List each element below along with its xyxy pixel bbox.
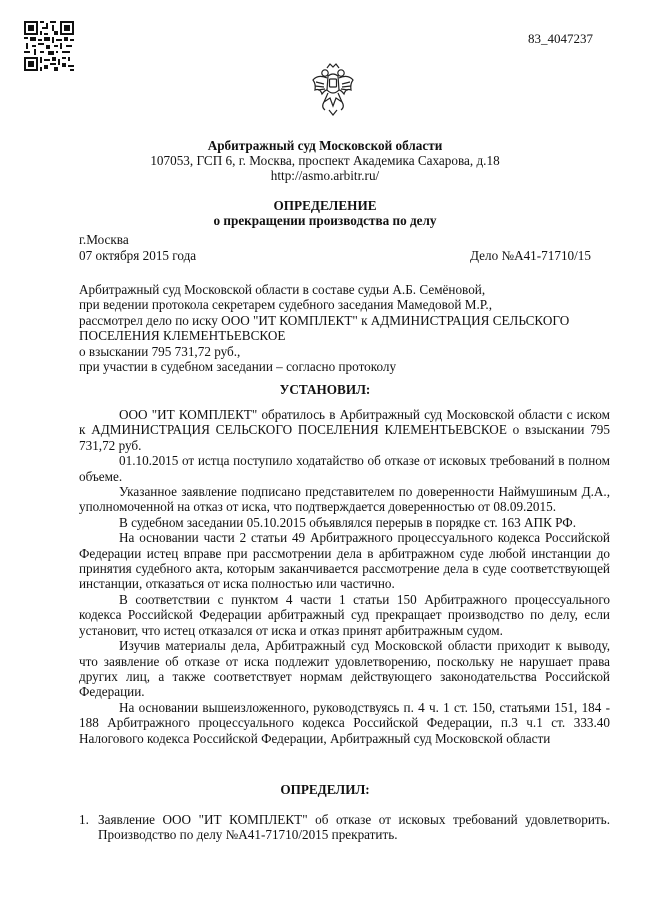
paragraph: Указанное заявление подписано представителем по доверенности Наймушиным Д.А., уполномоченной на отказ от иска, что подтверждается доверенностью от 08.09.2015. [79,484,610,515]
document-subtitle: о прекращении производства по делу [213,213,437,228]
intro-line: Арбитражный суд Московской области в составе судьи А.Б. Семёновой, [79,282,486,297]
intro-line: рассмотрел дело по иску ООО "ИТ КОМПЛЕКТ" к АДМИНИСТРАЦИЯ СЕЛЬСКОГО [79,312,570,328]
intro-line: о взыскании 795 731,72 руб., [79,343,241,359]
paragraph: На основании части 2 статьи 49 Арбитражного процессуального кодекса Российской Федерации истец вправе при рассмотрении дела в арбитражном суде любой инстанции до принятия судебного акта, которым заканчивается рассмотрение дела в суде соответствующей инстанции, отказаться от иска полностью или частично. [79,530,610,592]
list-item-number: 1. [79,812,89,827]
document-id: 83_4047237 [528,31,593,46]
list-item [79,812,610,843]
court-name: Арбитражный суд Московской области [207,138,443,153]
established-body [79,407,610,746]
determined-heading: ОПРЕДЕЛИЛ: [280,782,370,797]
document-city: г.Москва [79,232,129,247]
case-number: Дело №А41-71710/15 [470,248,591,263]
intro-line: ПОСЕЛЕНИЯ КЛЕМЕНТЬЕВСКОЕ [79,328,286,344]
resolution-list [79,812,610,843]
paragraph: Изучив материалы дела, Арбитражный суд Московской области приходит к выводу, что заявление об отказе от иска подлежит удовлетворению, поскольку не нарушает права других лиц, а также соответствует нормам действующего законодательства Российской Федерации. [79,638,610,700]
intro-line: при участии в судебном заседании – согласно протоколу [79,359,397,375]
intro-block [79,282,609,374]
paragraph: В соответствии с пунктом 4 части 1 статьи 150 Арбитражного процессуального кодекса Российской Федерации арбитражный суд прекращает производство по делу, если установит, что истец отказался от иска и отказ принят арбитражным судом. [79,591,610,638]
intro-line: при ведении протокола секретарем судебного заседания Мамедовой М.Р., [79,297,493,313]
qr-code-icon [24,21,74,71]
coat-of-arms-icon [310,60,356,118]
document-date: 07 октября 2015 года [79,248,197,263]
court-url[interactable]: http://asmo.arbitr.ru/ [270,168,380,183]
paragraph: 01.10.2015 от истца поступило ходатайство об отказе от исковых требований в полном объеме. [79,453,610,484]
paragraph: ООО "ИТ КОМПЛЕКТ" обратилось в Арбитражный суд Московской области с иском к АДМИНИСТРАЦИЯ СЕЛЬСКОГО ПОСЕЛЕНИЯ КЛЕМЕНТЬЕВСКОЕ о взыскании 795 731,72 руб. [79,407,610,453]
paragraph: На основании вышеизложенного, руководствуясь п. 4 ч. 1 ст. 150, статьями 151, 184 - 188 Арбитражного процессуального кодекса Российской Федерации, п.3 ч.1 ст. 333.40 Налогового кодекса Российской Федерации, Арбитражный суд Московской области [79,699,610,746]
paragraph: В судебном заседании 05.10.2015 объявлялся перерыв в порядке ст. 163 АПК РФ. [119,514,577,530]
court-address: 107053, ГСП 6, г. Москва, проспект Академика Сахарова, д.18 [150,153,500,168]
established-heading: УСТАНОВИЛ: [279,382,371,397]
list-item-text: Заявление ООО "ИТ КОМПЛЕКТ" об отказе от исковых требований удовлетворить. Производство по делу №А41-71710/2015 прекратить. [98,812,610,843]
document-type: ОПРЕДЕЛЕНИЕ [273,198,377,213]
